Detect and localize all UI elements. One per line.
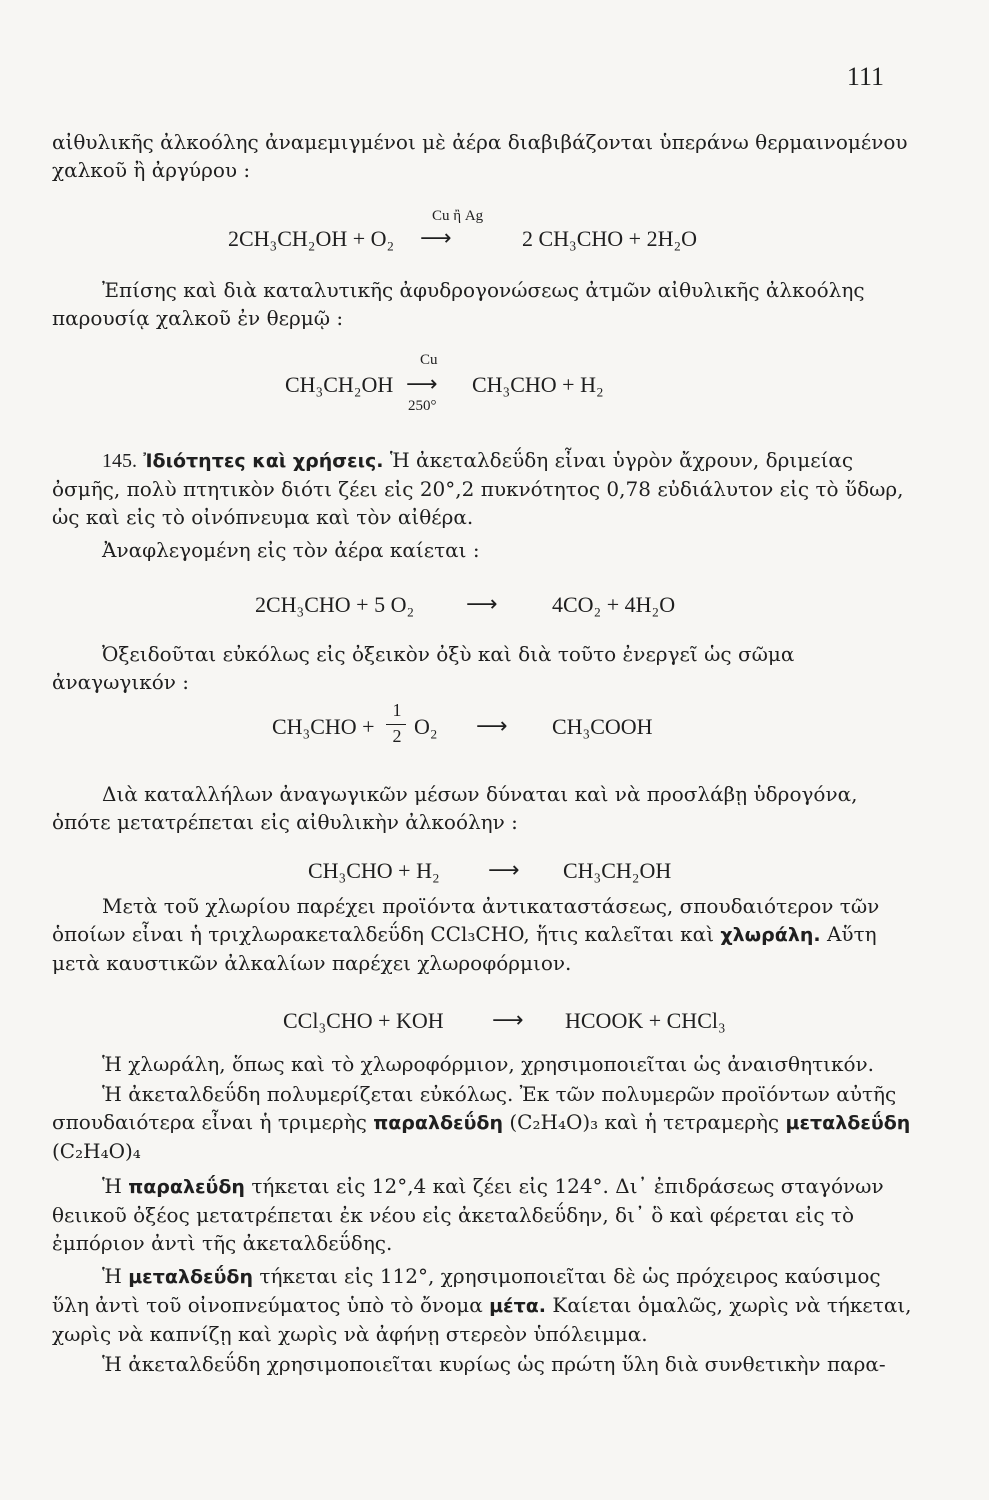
chlorination-text: Μετὰ τοῦ χλωρίου παρέχει προϊόντα ἀντικαταστάσεως, σπουδαιότερον τῶν ὁποίων εἶναι ἡ τριχλωρακεταλδεΰδη CCl₃CHO, ἥτις καλεῖται καὶ bbox=[52, 894, 880, 946]
section-heading: Ἰδιότητες καὶ χρήσεις. bbox=[143, 450, 384, 472]
eq3-reactants: 2CH₃CHO + 5 O₂ bbox=[255, 592, 415, 617]
paraldehyde-formula: (C₂H₄O)₃ καὶ ἡ τετραμερὴς bbox=[509, 1110, 780, 1134]
term-metaldehyde: μεταλδεΰδη bbox=[785, 1112, 911, 1134]
paragraph-combustion: Ἀναφλεγομένη εἰς τὸν ἀέρα καίεται : bbox=[102, 538, 480, 562]
eq4-fraction-denominator: 2 bbox=[392, 726, 402, 746]
eq4-fraction-numerator: 1 bbox=[392, 700, 402, 720]
eq6-reactants: CCl₃CHO + KOH bbox=[283, 1008, 444, 1033]
eq4-fraction-bar bbox=[386, 724, 406, 725]
paragraph-oxidation: Ὀξειδοῦται εὐκόλως εἰς ὀξεικὸν ὀξὺ καὶ διὰ τοῦτο ἐνεργεῖ ὡς σῶμα ἀναγωγικόν : bbox=[52, 642, 795, 694]
metaldehyde-article: Ἡ bbox=[102, 1264, 122, 1288]
eq1-arrow-icon: ⟶ bbox=[420, 226, 452, 251]
eq2-reactant: CH₃CH₂OH bbox=[285, 372, 394, 397]
eq3-arrow-icon: ⟶ bbox=[466, 592, 498, 617]
eq4-product: CH₃COOH bbox=[552, 714, 653, 739]
paragraph-anesthetic: Ἡ χλωράλη, ὅπως καὶ τὸ χλωροφόρμιον, χρησιμοποιεῖται ὡς ἀναισθητικόν. bbox=[102, 1052, 875, 1076]
paragraph-intro: αἰθυλικῆς ἀλκοόλης ἀναμεμιγμένοι μὲ ἀέρα διαβιβάζονται ὑπεράνω θερμαινομένου χαλκοῦ ἢ ἀργύρου : bbox=[52, 130, 908, 182]
eq3-products: 4CO₂ + 4H₂O bbox=[552, 592, 676, 617]
paraldehyde-text: τήκεται εἰς 12°,4 καὶ ζέει εἰς 124°. Δι᾽ ἐπιδράσεως σταγόνων θειικοῦ ὀξέος μετατρέπεται ἐκ νέου εἰς ἀκεταλδεΰδην, δι᾽ ὃ καὶ φέρεται εἰς τὸ ἐμπόριον ἀντὶ τῆς ἀκεταλδεΰδης. bbox=[52, 1174, 884, 1255]
eq2-condition-catalyst: Cu bbox=[420, 352, 438, 368]
eq5-product: CH₃CH₂OH bbox=[563, 858, 672, 883]
eq1-condition: Cu ἢ Ag bbox=[432, 208, 484, 224]
page-number: 111 bbox=[846, 62, 884, 91]
paragraph-metaldehyde bbox=[52, 1262, 912, 1348]
section-text: Ἡ ἀκεταλδεΰδη εἶναι ὑγρὸν ἄχρουν, δριμείας ὀσμῆς, πολὺ πτητικὸν διότι ζέει εἰς 20°,2 πυκνότητος 0,78 εὐδιάλυτον εἰς τὸ ὕδωρ, ὡς καὶ εἰς τὸ οἰνόπνευμα καὶ τὸν αἰθέρα. bbox=[52, 448, 904, 529]
metaldehyde-text: τήκεται εἰς 112°, χρησιμοποιεῖται δὲ ὡς πρόχειρος καύσιμος ὕλη ἀντὶ τοῦ οἰνοπνεύματος ὑπὸ τὸ ὄνομα bbox=[52, 1264, 881, 1317]
eq4-reactant: CH₃CHO + bbox=[272, 714, 375, 739]
paragraph-chlorination bbox=[52, 892, 912, 977]
eq6-arrow-icon: ⟶ bbox=[492, 1008, 524, 1033]
paragraph-paraldehyde bbox=[52, 1172, 912, 1257]
eq6-products: HCOOK + CHCl₃ bbox=[565, 1008, 726, 1033]
eq2-arrow-icon: ⟶ bbox=[406, 372, 438, 397]
term-metaldehyde-2: μεταλδεΰδη bbox=[128, 1266, 254, 1288]
chloroform-text: Αὕτη μετὰ καυστικῶν ἀλκαλίων παρέχει χλωροφόρμιον. bbox=[52, 922, 877, 975]
eq4-arrow-icon: ⟶ bbox=[476, 714, 508, 739]
meta-text: Καίεται ὁμαλῶς, χωρὶς νὰ τήκεται, χωρὶς νὰ καπνίζῃ καὶ χωρὶς νὰ ἀφήνῃ στερεὸν ὑπόλειμμα. bbox=[52, 1293, 912, 1346]
eq1-products: 2 CH₃CHO + 2H₂O bbox=[522, 226, 698, 251]
paragraph-polymerization bbox=[52, 1080, 912, 1165]
eq2-condition-temperature: 250° bbox=[408, 398, 437, 414]
eq5-arrow-icon: ⟶ bbox=[488, 858, 520, 883]
term-chloral: χλωράλη. bbox=[720, 924, 821, 946]
eq5-reactants: CH₃CHO + H₂ bbox=[308, 858, 440, 883]
paragraph-reduction: Διὰ καταλλήλων ἀναγωγικῶν μέσων δύναται καὶ νὰ προσλάβῃ ὑδρογόνα, ὁπότε μετατρέπεται εἰς αἰθυλικὴν ἀλκοόλην : bbox=[52, 782, 858, 834]
section-145 bbox=[52, 446, 912, 531]
term-paraldehyde-2: παραλεΰδη bbox=[128, 1176, 245, 1198]
term-paraldehyde: παραλδεΰδη bbox=[373, 1112, 504, 1134]
polymer-text: Ἡ ἀκεταλδεΰδη πολυμερίζεται εὐκόλως. Ἐκ τῶν πολυμερῶν προϊόντων αὐτῆς σπουδαιότερα εἶναι ἡ τριμερὴς bbox=[52, 1082, 897, 1134]
metaldehyde-formula: (C₂H₄O)₄ bbox=[52, 1139, 141, 1163]
eq4-oxygen: O₂ bbox=[414, 714, 438, 739]
term-meta: μέτα. bbox=[489, 1295, 547, 1317]
eq1-reactants: 2CH₃CH₂OH + O₂ bbox=[228, 226, 395, 251]
paragraph-dehydrogenation: Ἐπίσης καὶ διὰ καταλυτικῆς ἀφυδρογονώσεως ἀτμῶν αἰθυλικῆς ἀλκοόλης παρουσίᾳ χαλκοῦ ἐν θερμῷ : bbox=[52, 278, 865, 330]
paragraph-uses: Ἡ ἀκεταλδεΰδη χρησιμοποιεῖται κυρίως ὡς πρώτη ὕλη διὰ συνθετικὴν παρα- bbox=[102, 1352, 886, 1376]
paraldehyde-article: Ἡ bbox=[102, 1174, 122, 1198]
section-number: 145. bbox=[102, 450, 137, 472]
eq2-products: CH₃CHO + H₂ bbox=[472, 372, 604, 397]
